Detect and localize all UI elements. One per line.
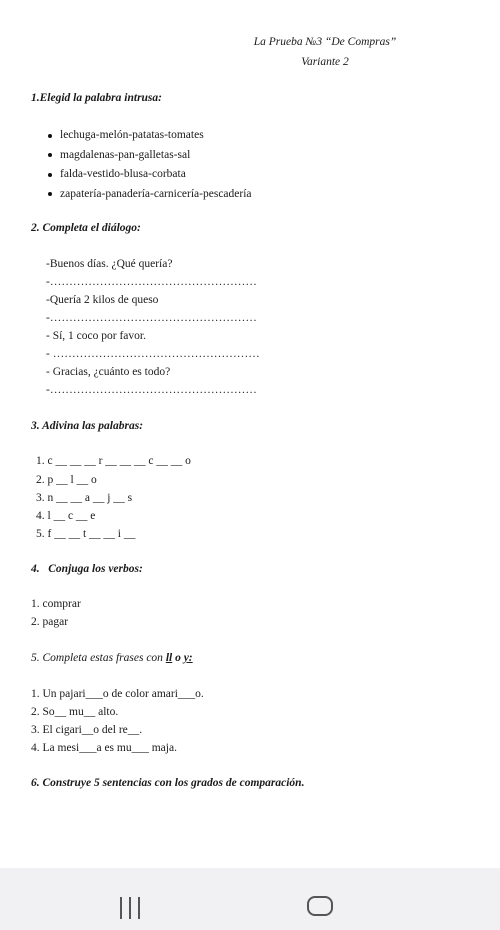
variant-label: Variante 2: [301, 56, 349, 68]
verb-item: 1. comprar: [31, 598, 81, 610]
dialog-line: -Quería 2 kilos de queso: [46, 294, 159, 306]
section-2-title: 2. Completa el diálogo:: [31, 222, 141, 234]
dialog-blank: -………………………………………………: [46, 276, 257, 288]
section-5-title-prefix: 5. Completa estas frases con: [31, 652, 166, 664]
bullet-icon: [48, 192, 52, 196]
bullet-icon: [48, 134, 52, 138]
section-5-title: [31, 652, 193, 664]
dialog-blank: - ………………………………………………: [46, 348, 260, 360]
bullet-icon: [48, 153, 52, 157]
section-3-title: 3. Adivina las palabras:: [31, 420, 144, 432]
list-item: falda-vestido-blusa-corbata: [48, 165, 252, 185]
dialog-blank: -………………………………………………: [46, 384, 257, 396]
section-1-title: 1.Elegid la palabra intrusa:: [31, 92, 162, 104]
section-5-title-ll: ll: [165, 652, 173, 664]
sentence-item: 1. Un pajari___o de color amari___o.: [31, 688, 204, 700]
word-puzzle: 5. f __ __ t __ __ i __: [36, 528, 136, 540]
dialog-blank: -………………………………………………: [46, 312, 257, 324]
section-4-title: 4. Conjuga los verbos:: [31, 563, 143, 575]
dialog-line: - Gracias, ¿cuánto es todo?: [46, 366, 171, 378]
test-title: La Prueba №3 “De Compras”: [253, 36, 397, 48]
bullet-icon: [48, 173, 52, 177]
recents-icon[interactable]: [118, 897, 144, 919]
home-icon[interactable]: [307, 896, 333, 916]
sentence-item: 3. El cigari__o del re__.: [31, 724, 143, 736]
word-puzzle: 2. p __ l __ o: [36, 474, 97, 486]
section-1-list: [48, 126, 252, 204]
section-5-title-y: y:: [183, 652, 193, 664]
verb-item: 2. pagar: [31, 616, 69, 628]
list-item: magdalenas-pan-galletas-sal: [48, 146, 252, 166]
dialog-line: -Buenos días. ¿Qué quería?: [46, 258, 173, 270]
section-6-title: 6. Construye 5 sentencias con los grados de comparación.: [31, 777, 305, 789]
android-nav-bar: [0, 868, 500, 930]
sentence-item: 2. So__ mu__ alto.: [31, 706, 119, 718]
list-item: zapatería-panadería-carnicería-pescadería: [48, 185, 252, 205]
word-puzzle: 4. l __ c __ e: [36, 510, 96, 522]
word-puzzle: 3. n __ __ a __ j __ s: [36, 492, 133, 504]
list-item: lechuga-melón-patatas-tomates: [48, 126, 252, 146]
word-puzzle: 1. c __ __ __ r __ __ __ c __ __ o: [36, 455, 191, 467]
section-5-title-mid: o: [172, 652, 184, 664]
dialog-line: - Sí, 1 coco por favor.: [46, 330, 146, 342]
sentence-item: 4. La mesi___a es mu___ maja.: [31, 742, 177, 754]
